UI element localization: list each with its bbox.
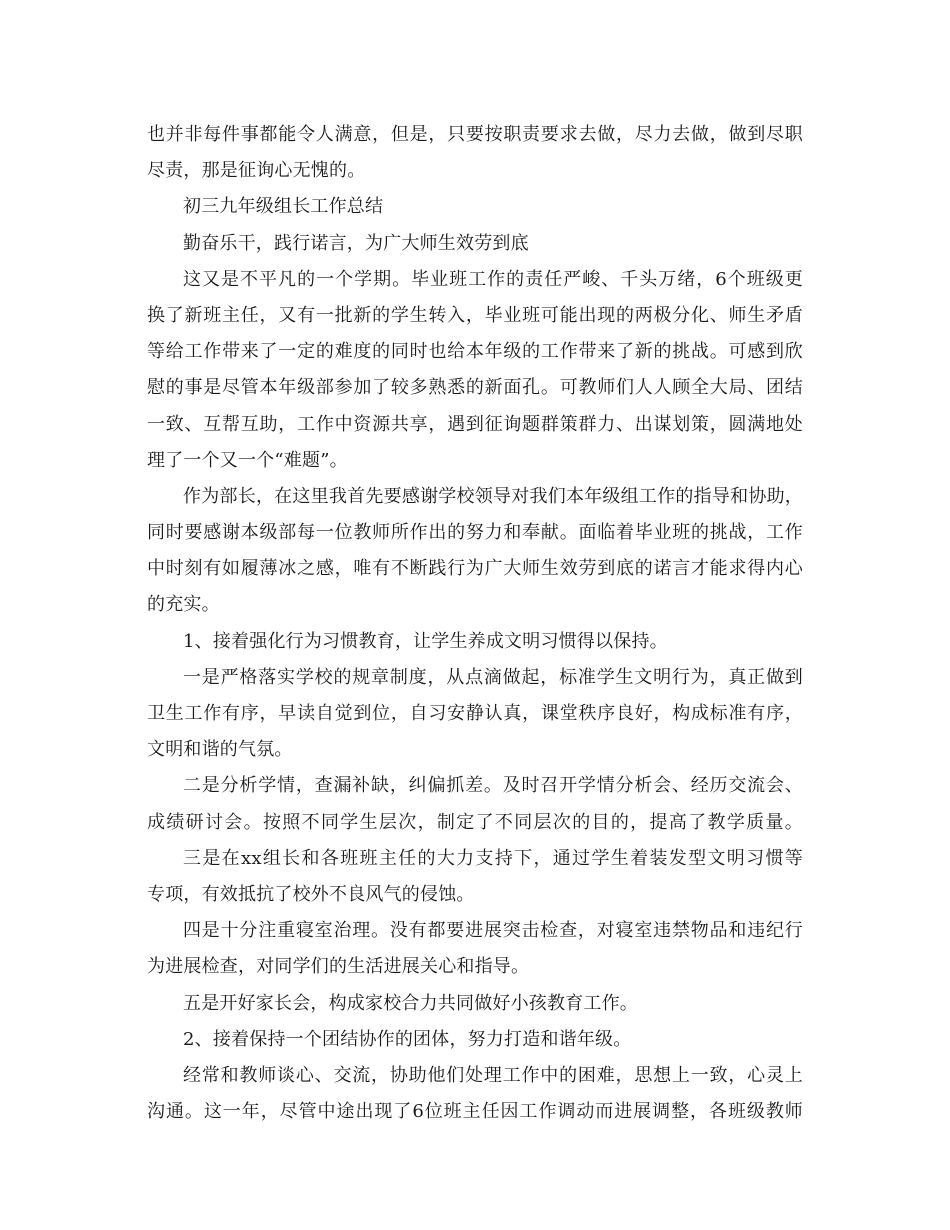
text-line: 慰的事是尽管本年级部参加了较多熟悉的新面孔。可教师们人人顾全大局、团结 bbox=[147, 377, 803, 399]
text-line: 卫生工作有序，早读自觉到位，自习安静认真，课堂秩序良好，构成标准有序， bbox=[147, 703, 803, 724]
text-line: 也并非每件事都能令人满意，但是，只要按职责要求去做，尽力去做，做到尽职 bbox=[147, 124, 803, 145]
text-line: 勤奋乐干，践行诺言，为广大师生效劳到底 bbox=[183, 232, 529, 254]
text-line: 经常和教师谈心、交流，协助他们处理工作中的困难，思想上一致，心灵上 bbox=[183, 1064, 803, 1086]
text-line: 换了新班主任，又有一批新的学生转入，毕业班可能出现的两极分化、师生矛盾 bbox=[147, 304, 803, 326]
text-line: 中时刻有如履薄冰之感，唯有不断践行为广大师生效劳到底的诺言才能求得内心 bbox=[147, 558, 803, 580]
text-line: 理了一个又一个“难题”。 bbox=[147, 449, 348, 471]
text-line: 一是严格落实学校的规章制度，从点滴做起，标准学生文明行为，真正做到 bbox=[183, 666, 803, 688]
document-body bbox=[147, 117, 803, 1130]
text-line: 等给工作带来了一定的难度的同时也给本年级的工作带来了新的挑战。可感到欣 bbox=[147, 341, 803, 363]
text-line: 成绩研讨会。按照不同学生层次，制定了不同层次的目的，提高了教学质量。 bbox=[147, 811, 803, 833]
text-line: 2、接着保持一个团结协作的团体，努力打造和谐年级。 bbox=[183, 1028, 632, 1050]
text-line: 这又是不平凡的一个学期。毕业班工作的责任严峻、千头万绪，6个班级更 bbox=[183, 268, 803, 290]
text-line: 尽责，那是征询心无愧的。 bbox=[147, 160, 366, 182]
text-line: 初三九年级组长工作总结 bbox=[183, 196, 384, 218]
text-line: 五是开好家长会，构成家校合力共同做好小孩教育工作。 bbox=[183, 992, 638, 1014]
text-line: 专项，有效抵抗了校外不良风气的侵蚀。 bbox=[147, 883, 475, 905]
text-line: 的充实。 bbox=[147, 594, 220, 616]
text-line: 一致、互帮互助，工作中资源共享，遇到征询题群策群力、出谋划策，圆满地处 bbox=[147, 413, 803, 435]
text-line: 同时要感谢本级部每一位教师所作出的努力和奉献。面临着毕业班的挑战，工作 bbox=[147, 522, 803, 544]
text-line: 作为部长，在这里我首先要感谢学校领导对我们本年级组工作的指导和协助， bbox=[183, 485, 803, 507]
text-line: 1、接着强化行为习惯教育，让学生养成文明习惯得以保持。 bbox=[183, 630, 668, 652]
text-line: 三是在xx组长和各班班主任的大力支持下，通过学生着装发型文明习惯等 bbox=[183, 847, 803, 869]
text-line: 文明和谐的气氛。 bbox=[147, 739, 293, 761]
text-line: 沟通。这一年，尽管中途出现了6位班主任因工作调动而进展调整，各班级教师 bbox=[147, 1101, 803, 1123]
text-line: 二是分析学情，查漏补缺，纠偏抓差。及时召开学情分析会、经历交流会、 bbox=[183, 775, 803, 797]
text-line: 为进展检查，对同学们的生活进展关心和指导。 bbox=[147, 956, 530, 978]
text-line: 四是十分注重寝室治理。没有都要进展突击检查，对寝室违禁物品和违纪行 bbox=[183, 920, 803, 942]
